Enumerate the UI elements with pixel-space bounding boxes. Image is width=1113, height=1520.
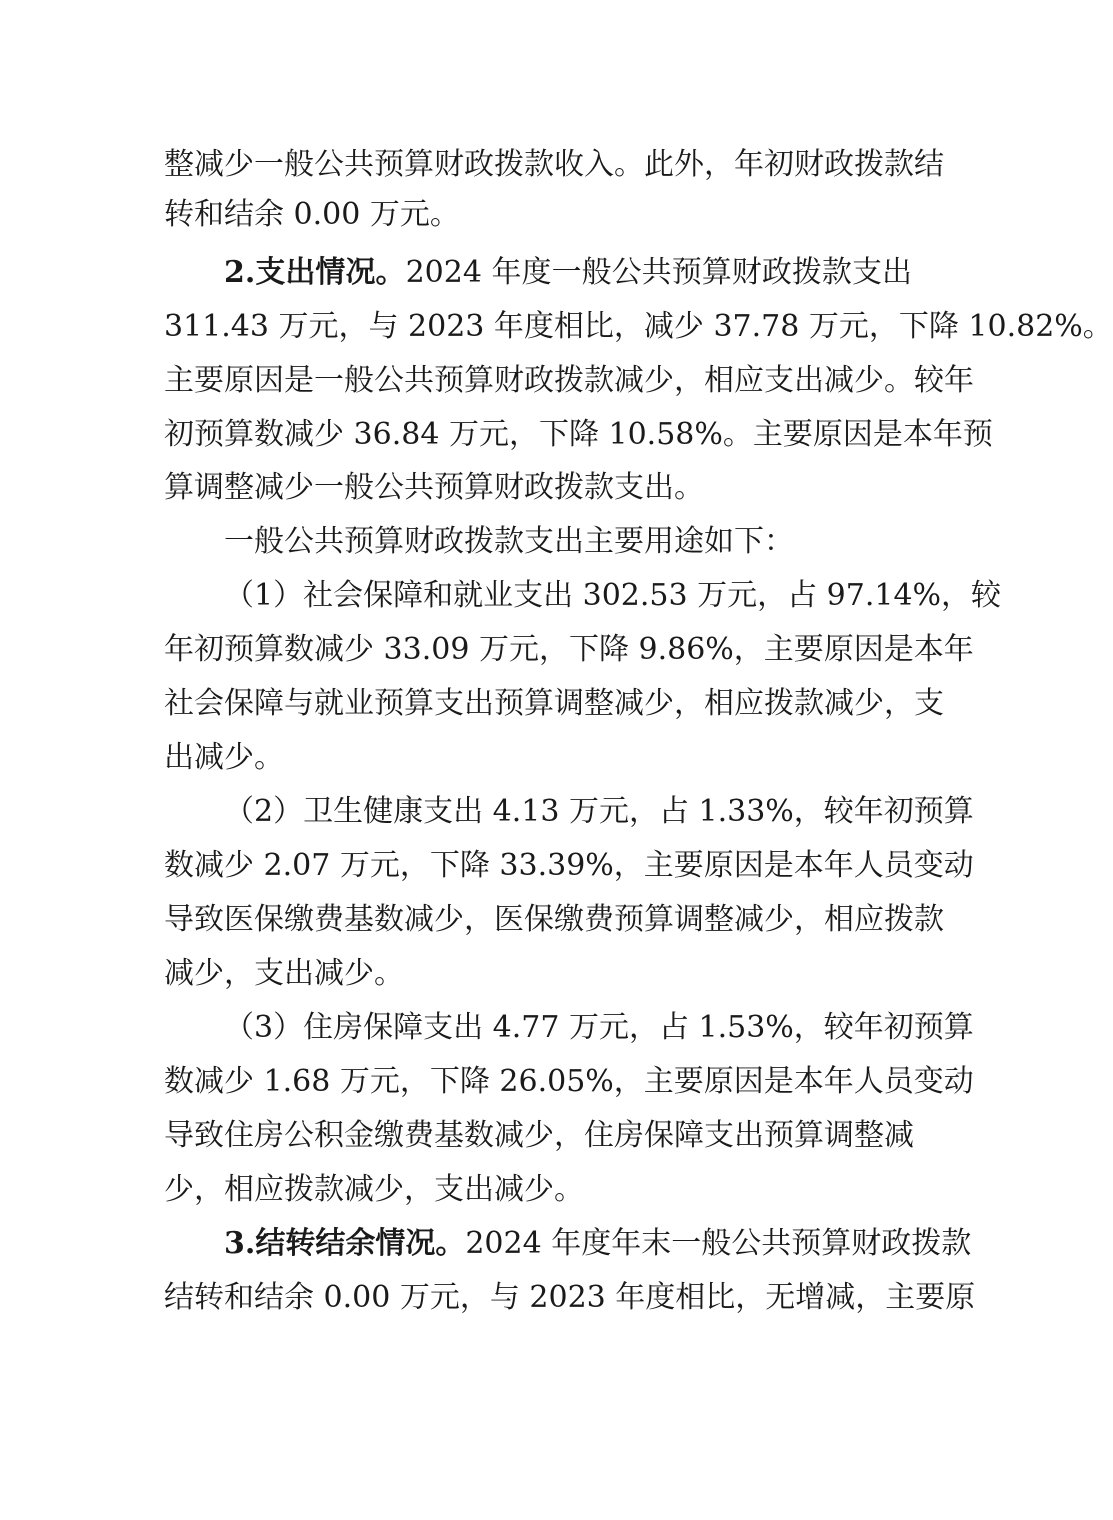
line-text: （2）卫生健康支出 4.13 万元，占 1.33%，较年初预算: [224, 794, 974, 829]
section-heading-line: [224, 255, 912, 291]
list-item-line: [224, 578, 1002, 614]
text-line: [224, 524, 912, 560]
line-text: （3）住房保障支出 4.77 万元，占 1.53%，较年初预算: [224, 1010, 974, 1045]
list-item-line: [224, 1010, 974, 1046]
line-text: 导致住房公积金缴费基数减少，住房保障支出预算调整减: [164, 1118, 914, 1153]
text-line: [164, 417, 993, 453]
text-line: [164, 956, 912, 992]
section-heading: 3.结转结余情况。: [224, 1226, 466, 1261]
text-line: [164, 848, 974, 884]
line-text: 整减少一般公共预算财政拨款收入。此外，年初财政拨款结: [164, 147, 944, 182]
text-line: [164, 147, 944, 183]
text-line: [164, 197, 912, 233]
text-line: [164, 686, 944, 722]
line-text: 2024 年度年末一般公共预算财政拨款: [465, 1226, 972, 1261]
text-line: [164, 1172, 912, 1208]
line-text: 311.43 万元，与 2023 年度相比，减少 37.78 万元，下降 10.82%。: [164, 309, 1113, 344]
text-line: [164, 309, 1113, 345]
section-heading-line: [224, 1226, 972, 1262]
line-text: 减少，支出减少。: [164, 956, 404, 991]
text-line: [164, 1118, 912, 1154]
text-line: [164, 902, 944, 938]
text-line: [164, 363, 974, 399]
line-text: 主要原因是一般公共预算财政拨款减少，相应支出减少。较年: [164, 363, 974, 398]
line-text: 社会保障与就业预算支出预算调整减少，相应拨款减少，支: [164, 686, 944, 721]
line-text: 数减少 2.07 万元，下降 33.39%，主要原因是本年人员变动: [164, 848, 974, 883]
line-text: 年初预算数减少 33.09 万元，下降 9.86%，主要原因是本年: [164, 632, 974, 667]
text-line: [164, 632, 974, 668]
line-text: 初预算数减少 36.84 万元，下降 10.58%。主要原因是本年预: [164, 417, 993, 452]
line-text: 少，相应拨款减少，支出减少。: [164, 1172, 584, 1207]
line-text: 2024 年度一般公共预算财政拨款支出: [405, 255, 912, 290]
line-text: 算调整减少一般公共预算财政拨款支出。: [164, 470, 704, 505]
text-line: [164, 740, 912, 776]
line-text: 一般公共预算财政拨款支出主要用途如下：: [224, 524, 794, 559]
text-line: [164, 470, 912, 506]
text-line: [164, 1280, 976, 1316]
line-text: 数减少 1.68 万元，下降 26.05%，主要原因是本年人员变动: [164, 1064, 974, 1099]
line-text: 导致医保缴费基数减少，医保缴费预算调整减少，相应拨款: [164, 902, 944, 937]
text-line: [164, 1064, 974, 1100]
line-text: 转和结余 0.00 万元。: [164, 197, 460, 232]
section-heading: 2.支出情况。: [224, 255, 406, 290]
line-text: （1）社会保障和就业支出 302.53 万元，占 97.14%，较: [224, 578, 1002, 613]
line-text: 结转和结余 0.00 万元，与 2023 年度相比，无增减，主要原: [164, 1280, 976, 1315]
line-text: 出减少。: [164, 740, 284, 775]
list-item-line: [224, 794, 974, 830]
